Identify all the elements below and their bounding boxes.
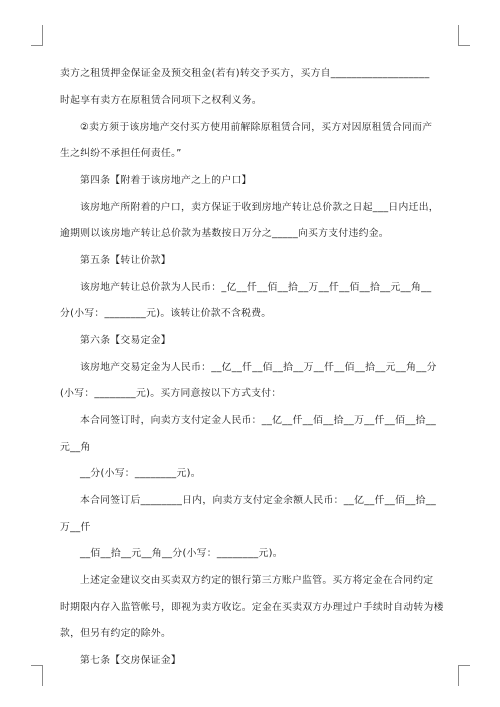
paragraph-line: 本合同签订时，向卖方支付定金人民币：__亿__仟__佰__拾__万__仟__佰__拾__ — [80, 415, 437, 426]
paragraph-line: __分(小写：________元)。 — [80, 468, 201, 479]
article-heading: 第五条【转让价款】 — [80, 255, 171, 266]
paragraph-line: __佰__拾__元__角__分(小写：________元)。 — [80, 548, 283, 559]
paragraph-line: 款，但另有约定的除外。 — [60, 628, 172, 639]
paragraph-line: 生之纠纷不承担任何责任。” — [60, 148, 182, 159]
crop-mark-bottom-right — [458, 665, 470, 686]
article-heading: 第七条【交房保证金】 — [80, 655, 181, 666]
crop-mark-top-right — [458, 25, 470, 46]
crop-mark-bottom-left — [31, 665, 43, 686]
crop-mark-top-left — [31, 25, 43, 46]
paragraph-line: 本合同签订后________日内，向卖方支付定金余额人民币：__亿__仟__佰__拾__ — [80, 495, 437, 506]
paragraph-line: 该房地产所附着的户口，卖方保证于收到房地产转让总价款之日起___日内迁出， — [80, 202, 439, 213]
paragraph-line: 上述定金建议交由买卖双方约定的银行第三方账户监管。买方将定金在合同约定 — [80, 575, 434, 586]
article-heading: 第六条【交易定金】 — [80, 335, 171, 346]
paragraph-line: ②卖方须于该房地产交付买方使用前解除原租赁合同，买方对因原租赁合同而产 — [80, 122, 433, 133]
paragraph-line: 分(小写：________元)。该转让价款不含税费。 — [60, 308, 272, 319]
paragraph-line: 该房地产转让总价款为人民币：_亿__仟__佰__拾__万__仟__佰__拾__元__角__ — [80, 282, 432, 293]
paragraph-line: 该房地产交易定金为人民币：__亿__仟__佰__拾__万__仟__佰__拾__元__角__分 — [80, 362, 437, 373]
paragraph-line: 万__仟 — [60, 522, 91, 533]
paragraph-line: 元__角 — [60, 442, 91, 453]
article-heading: 第四条【附着于该房地产之上的户口】 — [80, 175, 252, 186]
paragraph-line: (小写：________元)。买方同意按以下方式支付： — [60, 388, 282, 399]
paragraph-line: 卖方之租赁押金保证金及预交租金(若有)转交予买方，买方自___________________ — [60, 68, 430, 79]
paragraph-line: 时起享有卖方在原租赁合同项下之权利义务。 — [60, 95, 262, 106]
paragraph-line: 时期限内存入监管帐号，即视为卖方收讫。定金在买卖双方办理过户手续时自动转为楼 — [60, 602, 444, 613]
paragraph-line: 逾期则以该房地产转让总价款为基数按日万分之_____向买方支付违约金。 — [60, 228, 389, 239]
